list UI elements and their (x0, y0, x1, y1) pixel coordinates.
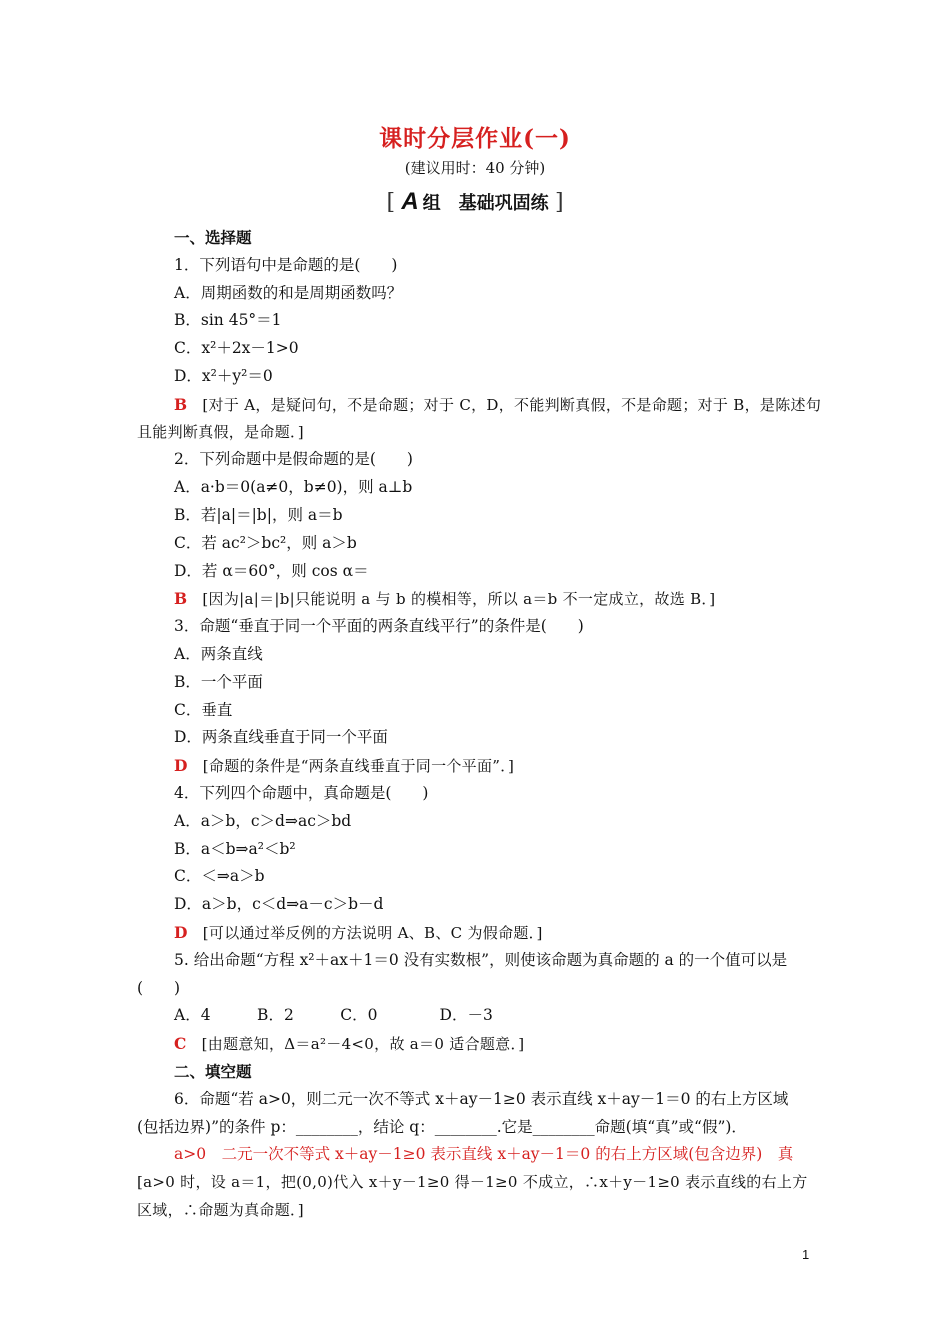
line-text: ( ) (137, 978, 181, 997)
answer-letter: B (174, 394, 188, 414)
text-line (137, 391, 822, 419)
line-text: 3．命题“垂直于同一个平面的两条直线平行”的条件是( ) (174, 617, 584, 636)
group-letter: A (401, 188, 419, 215)
answer-explanation: [对于 A，是疑问句，不是命题；对于 C，D，不能判断真假，不是命题；对于 B，是陈述句 (187, 395, 822, 414)
line-text: B．sin 45°＝1 (174, 311, 282, 330)
text-line (137, 335, 817, 363)
group-heading (0, 188, 950, 216)
line-text: D．若 α＝60°，则 cos α＝ (174, 561, 369, 580)
line-text: A．周期函数的和是周期函数吗？ (174, 283, 403, 302)
text-line (137, 919, 817, 947)
answer-explanation: [由题意知，Δ＝a²－4<0，故 a＝0 适合题意．] (186, 1035, 525, 1054)
answer-letter: B (174, 589, 188, 609)
text-line (137, 280, 817, 308)
line-text: (包括边界)”的条件 p：________，结论 q：________.它是________命题(填“真”或“假”)． (137, 1117, 747, 1136)
line-text: C．＜⇒a＞b (174, 867, 265, 886)
text-line (137, 863, 817, 891)
line-text: A．两条直线 (174, 644, 263, 663)
text-line (137, 419, 817, 447)
text-line (137, 808, 817, 836)
line-text: D．两条直线垂直于同一个平面 (174, 728, 388, 747)
text-line (137, 446, 817, 474)
text-line (137, 947, 817, 975)
line-text: B．一个平面 (174, 672, 263, 691)
line-text: 一、选择题 (174, 228, 252, 247)
line-text: C．垂直 (174, 700, 233, 719)
line-text: 二、填空题 (174, 1061, 252, 1081)
line-text: B．a＜b⇒a²＜b² (174, 839, 296, 858)
text-line (137, 474, 817, 502)
exercise-content (137, 224, 822, 1225)
text-line (137, 224, 817, 252)
text-line (137, 502, 817, 530)
text-line (137, 1030, 817, 1058)
text-line (137, 1169, 817, 1197)
text-line (137, 1197, 817, 1225)
line-text: 4．下列四个命题中，真命题是( ) (174, 783, 429, 802)
text-line (137, 252, 817, 280)
text-line (137, 780, 817, 808)
text-line (137, 1086, 817, 1114)
line-text: C．x²＋2x－1>0 (174, 339, 299, 358)
line-text: B．若|a|＝|b|，则 a＝b (174, 505, 343, 524)
text-line (137, 1114, 817, 1142)
line-text: A．a＞b，c＞d⇒ac＞bd (174, 811, 352, 830)
line-text: A．a·b＝0(a≠0，b≠0)，则 a⊥b (174, 478, 413, 497)
answer-letter: D (174, 756, 188, 776)
line-text: 区域，∴命题为真命题．] (137, 1200, 304, 1219)
page-title: 课时分层作业(一) (379, 125, 571, 152)
page-number: 1 (802, 1247, 810, 1262)
text-line (137, 585, 817, 613)
line-text: [a>0 时，设 a＝1，把(0,0)代入 x＋y－1≥0 得－1≥0 不成立，∴x＋y－1≥0 表示直线的右上方 (137, 1173, 808, 1192)
line-text: 5. 给出命题“方程 x²＋ax＋1＝0 没有实数根”，则使该命题为真命题的 a 的一个值可以是 (174, 950, 788, 969)
line-text: 1．下列语句中是命题的是( ) (174, 255, 398, 274)
group-bracket-left: [ (386, 190, 396, 215)
text-line (137, 641, 817, 669)
line-text: 且能判断真假，是命题．] (137, 422, 304, 441)
text-line (137, 1058, 817, 1086)
text-line (137, 669, 817, 697)
text-line (137, 363, 817, 391)
answer-explanation: [命题的条件是“两条直线垂直于同一个平面”．] (187, 757, 515, 776)
answer-explanation: [因为|a|＝|b|只能说明 a 与 b 的模相等，所以 a＝b 不一定成立，故选 B．] (187, 590, 716, 609)
answer-letter: C (174, 1034, 187, 1054)
text-line (137, 307, 817, 335)
text-line (137, 1141, 817, 1169)
line-text: D．a＞b，c＜d⇒a－c＞b－d (174, 895, 384, 914)
line-text: C．若 ac²＞bc²，则 a＞b (174, 533, 357, 552)
text-line (137, 558, 817, 586)
answer-letter: D (174, 922, 188, 942)
text-line (137, 613, 817, 641)
answer-explanation: [可以通过举反例的方法说明 A、B、C 为假命题．] (187, 923, 543, 942)
text-line (137, 724, 817, 752)
text-line (137, 697, 817, 725)
group-bracket-right: ] (554, 190, 564, 215)
line-text: 6．命题“若 a>0，则二元一次不等式 x＋ay－1≥0 表示直线 x＋ay－1＝0 的右上方区域 (174, 1089, 789, 1108)
text-line (137, 530, 817, 558)
text-line (137, 891, 817, 919)
text-line (137, 1002, 817, 1030)
line-text: D．x²＋y²＝0 (174, 366, 273, 385)
line-text: A．4 B．2 C．0 D．－3 (174, 1006, 493, 1025)
line-text: a>0 二元一次不等式 x＋ay－1≥0 表示直线 x＋ay－1＝0 的右上方区域(包含边界) 真 (174, 1145, 794, 1164)
text-line (137, 975, 817, 1003)
text-line (137, 752, 817, 780)
line-text: 2．下列命题中是假命题的是( ) (174, 450, 413, 469)
group-label: 组 基础巩固练 (422, 193, 549, 214)
suggested-time: (建议用时：40 分钟) (404, 159, 546, 177)
text-line (137, 836, 817, 864)
